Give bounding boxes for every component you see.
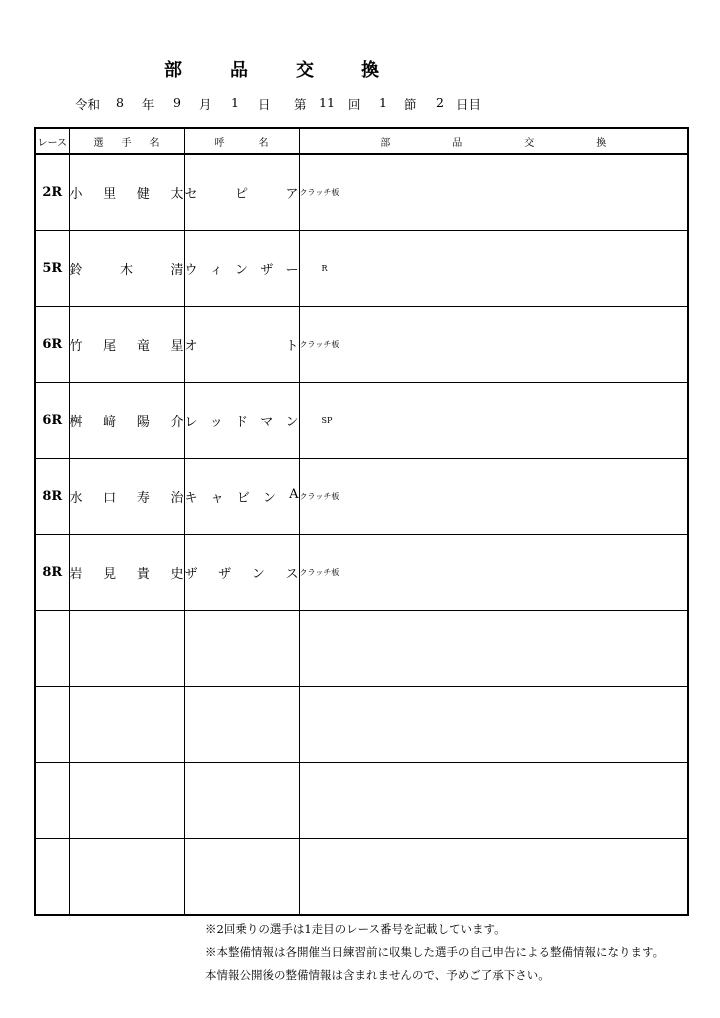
player-name xyxy=(69,383,184,459)
call-name-char: ト xyxy=(285,339,299,354)
call-name-char: オ xyxy=(184,339,198,354)
race-number: 6R xyxy=(35,307,69,383)
parts-exchanged xyxy=(299,839,688,916)
player-name-char: 寿 xyxy=(136,491,150,506)
parts-exchanged: クラッチ板 xyxy=(299,154,688,231)
player-name-char: 貴 xyxy=(136,567,150,582)
session-unit: 節 xyxy=(404,97,417,112)
player-name xyxy=(69,687,184,763)
table-row xyxy=(35,383,688,459)
race-number xyxy=(35,687,69,763)
parts-exchanged: クラッチ板 xyxy=(299,459,688,535)
title-char: 部 xyxy=(164,60,182,81)
call-name-char: ー xyxy=(285,263,299,278)
header-player: 選 手 名 xyxy=(69,128,184,154)
meet-prefix: 第 xyxy=(294,97,307,112)
call-name-char: セ xyxy=(184,187,198,202)
table-row xyxy=(35,839,688,916)
era: 令和 xyxy=(75,97,101,112)
player-name-char: 鈴 xyxy=(69,263,83,278)
player-name-char: 陽 xyxy=(136,415,150,430)
player-name xyxy=(69,154,184,231)
call-name-char: ス xyxy=(285,567,299,582)
player-name xyxy=(69,611,184,687)
title-char: 品 xyxy=(230,60,248,81)
call-name xyxy=(184,611,299,687)
player-name-char: 竹 xyxy=(69,339,83,354)
title-char: 交 xyxy=(296,60,314,81)
call-name-char: ウ xyxy=(184,263,198,278)
player-name-char: 﨑 xyxy=(103,415,117,430)
call-name-char: ザ xyxy=(218,567,232,582)
player-name-char: 里 xyxy=(103,187,117,202)
parts-exchanged xyxy=(299,687,688,763)
table-row xyxy=(35,154,688,231)
player-name-char: 太 xyxy=(170,187,184,202)
header-race: レース xyxy=(35,128,69,154)
call-name-char: ン xyxy=(262,491,276,506)
month: 9 xyxy=(173,95,181,110)
call-name-char: キ xyxy=(184,491,198,506)
call-name-char: ン xyxy=(285,415,299,430)
call-name-char: ャ xyxy=(210,491,224,506)
call-name xyxy=(184,839,299,916)
day: 1 xyxy=(231,95,239,110)
table-row xyxy=(35,459,688,535)
call-name-char: ィ xyxy=(209,263,223,278)
footnotes xyxy=(205,918,664,987)
player-name-char: 岩 xyxy=(69,567,83,582)
call-name xyxy=(184,687,299,763)
day-number: 2 xyxy=(436,95,444,110)
parts-exchanged: クラッチ板 xyxy=(299,535,688,611)
note-2: ※本整備情報は各開催当日練習前に収集した選手の自己申告による整備情報になります。 xyxy=(205,945,665,959)
table-header-row xyxy=(35,128,688,154)
session-number: 1 xyxy=(379,95,387,110)
table-row xyxy=(35,231,688,307)
note-1: ※2回乗りの選手は1走目のレース番号を記載しています。 xyxy=(205,922,506,936)
player-name-char: 尾 xyxy=(103,339,117,354)
note-3: 本情報公開後の整備情報は含まれませんので、予めご了承下さい。 xyxy=(205,968,550,982)
race-number: 6R xyxy=(35,383,69,459)
race-number xyxy=(35,763,69,839)
player-name-char: 健 xyxy=(136,187,150,202)
race-number xyxy=(35,611,69,687)
title-char: 換 xyxy=(361,60,379,81)
call-name-char: レ xyxy=(184,415,198,430)
parts-exchange-table xyxy=(34,127,689,916)
player-name-char: 小 xyxy=(69,187,83,202)
call-name-char: ン xyxy=(251,567,265,582)
call-name-char: ピ xyxy=(234,187,248,202)
call-name-char: マ xyxy=(260,415,274,430)
call-name-char: ザ xyxy=(260,263,274,278)
player-name xyxy=(69,535,184,611)
player-name-char: 史 xyxy=(170,567,184,582)
table-row xyxy=(35,611,688,687)
year: 8 xyxy=(116,95,124,110)
race-number: 2R xyxy=(35,154,69,231)
table-row xyxy=(35,307,688,383)
parts-exchanged: クラッチ板 xyxy=(299,307,688,383)
race-number xyxy=(35,839,69,916)
player-name-char: 竜 xyxy=(136,339,150,354)
call-name xyxy=(184,459,299,535)
parts-exchanged xyxy=(299,611,688,687)
race-number: 8R xyxy=(35,535,69,611)
header-parts: 部 品 交 換 xyxy=(299,128,688,154)
player-name-char: 治 xyxy=(170,491,184,506)
call-name xyxy=(184,763,299,839)
call-name-char: A xyxy=(289,487,299,502)
call-name-char: ザ xyxy=(184,567,198,582)
player-name-char: 清 xyxy=(170,263,184,278)
player-name xyxy=(69,763,184,839)
table-row xyxy=(35,763,688,839)
call-name xyxy=(184,535,299,611)
call-name-char: ド xyxy=(234,415,248,430)
table-row xyxy=(35,535,688,611)
call-name-char: ン xyxy=(234,263,248,278)
player-name-char: 木 xyxy=(119,263,133,278)
player-name xyxy=(69,459,184,535)
meet-number: 11 xyxy=(319,95,335,110)
year-unit: 年 xyxy=(142,97,155,112)
day-unit: 日 xyxy=(258,97,271,112)
call-name xyxy=(184,383,299,459)
call-name xyxy=(184,231,299,307)
player-name-char: 桝 xyxy=(69,415,83,430)
player-name-char: 水 xyxy=(69,491,83,506)
call-name xyxy=(184,154,299,231)
day-number-unit: 日目 xyxy=(456,97,482,112)
race-number: 8R xyxy=(35,459,69,535)
call-name-char: ア xyxy=(285,187,299,202)
player-name-char: 見 xyxy=(103,567,117,582)
parts-exchanged: SP xyxy=(299,383,688,459)
player-name xyxy=(69,839,184,916)
player-name-char: 星 xyxy=(170,339,184,354)
month-unit: 月 xyxy=(199,97,212,112)
call-name-char: ッ xyxy=(209,415,223,430)
header-callname: 呼 名 xyxy=(184,128,299,154)
call-name xyxy=(184,307,299,383)
player-name xyxy=(69,307,184,383)
race-number: 5R xyxy=(35,231,69,307)
parts-exchanged: R xyxy=(299,231,688,307)
player-name-char: 口 xyxy=(103,491,117,506)
call-name-char: ビ xyxy=(236,491,250,506)
table-row xyxy=(35,687,688,763)
meet-unit: 回 xyxy=(348,97,361,112)
player-name xyxy=(69,231,184,307)
player-name-char: 介 xyxy=(170,415,184,430)
parts-exchanged xyxy=(299,763,688,839)
